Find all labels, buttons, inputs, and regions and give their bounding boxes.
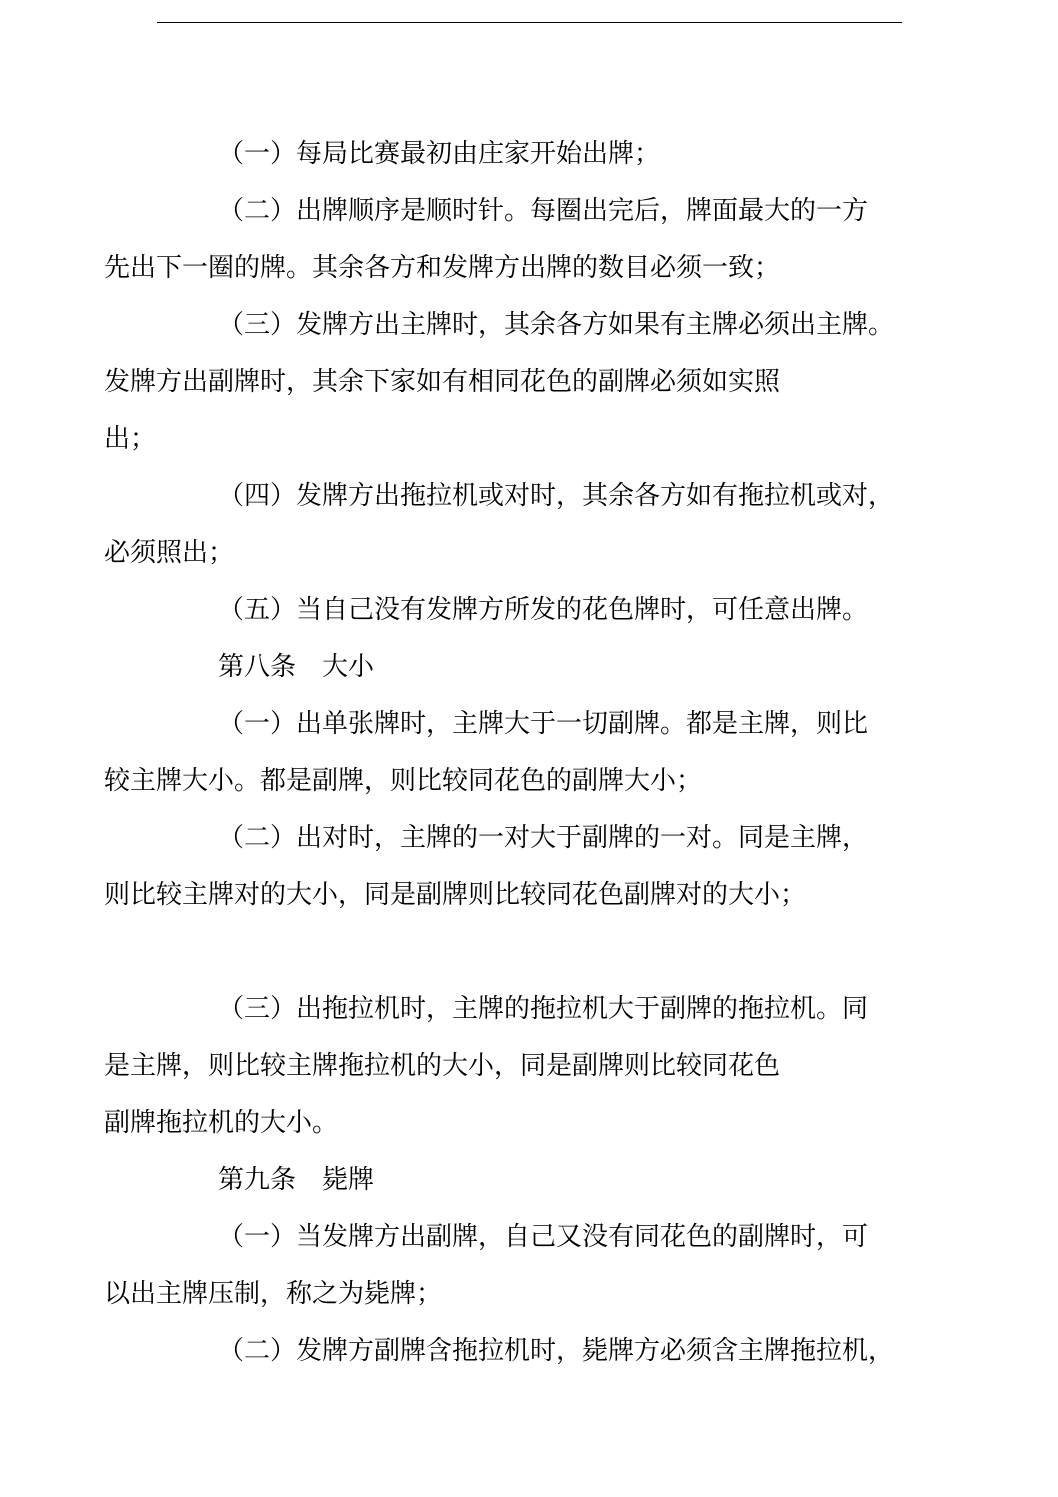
document-body: [104, 126, 906, 1380]
paragraph-rule-9-2: [161, 1323, 906, 1380]
line: （一）每局比赛最初由庄家开始出牌；: [218, 139, 661, 169]
paragraph-rule-7-3: [104, 297, 906, 468]
line: （四）发牌方出拖拉机或对时，其余各方如有拖拉机或对，: [218, 481, 895, 511]
paragraph-rule-7-2: [104, 183, 906, 297]
paragraph-rule-8-3: [104, 981, 906, 1152]
line: （二）出对时，主牌的一对大于副牌的一对。同是主牌，: [218, 823, 869, 853]
paragraph-rule-7-5: [161, 582, 906, 639]
line: 先出下一圈的牌。其余各方和发牌方出牌的数目必须一致；: [104, 253, 781, 283]
article-9-heading: 第九条 毙牌: [218, 1165, 375, 1195]
line: （二）发牌方副牌含拖拉机时，毙牌方必须含主牌拖拉机，: [218, 1336, 895, 1366]
line: 出；: [104, 424, 157, 454]
line: 副牌拖拉机的大小。: [104, 1108, 339, 1138]
line: （三）发牌方出主牌时，其余各方如果有主牌必须出主牌。: [218, 310, 895, 340]
line: （一）当发牌方出副牌，自己又没有同花色的副牌时，可: [218, 1222, 869, 1252]
paragraph-rule-7-4: [104, 468, 906, 582]
line: 较主牌大小。都是副牌，则比较同花色的副牌大小；: [104, 766, 703, 796]
line: 必须照出；: [104, 538, 235, 568]
paragraph-rule-7-1: [161, 126, 906, 183]
paragraph-rule-8-2: [104, 810, 906, 924]
line: 以出主牌压制，称之为毙牌；: [104, 1279, 443, 1309]
line: （二）出牌顺序是顺时针。每圈出完后，牌面最大的一方: [218, 196, 869, 226]
line: （一）出单张牌时，主牌大于一切副牌。都是主牌，则比: [218, 709, 869, 739]
paragraph-rule-9-1: [104, 1209, 906, 1323]
line: （三）出拖拉机时，主牌的拖拉机大于副牌的拖拉机。同: [218, 994, 869, 1024]
line: 是主牌，则比较主牌拖拉机的大小，同是副牌则比较同花色: [104, 1051, 781, 1081]
line: 发牌方出副牌时，其余下家如有相同花色的副牌必须如实照: [104, 367, 781, 397]
line: 则比较主牌对的大小，同是副牌则比较同花色副牌对的大小；: [104, 880, 807, 910]
blank-line: [161, 924, 906, 981]
article-8-heading: 第八条 大小: [218, 652, 375, 682]
paragraph-rule-8-1: [104, 696, 906, 810]
line: （五）当自己没有发牌方所发的花色牌时，可任意出牌。: [218, 595, 869, 625]
header-rule: [157, 22, 902, 23]
